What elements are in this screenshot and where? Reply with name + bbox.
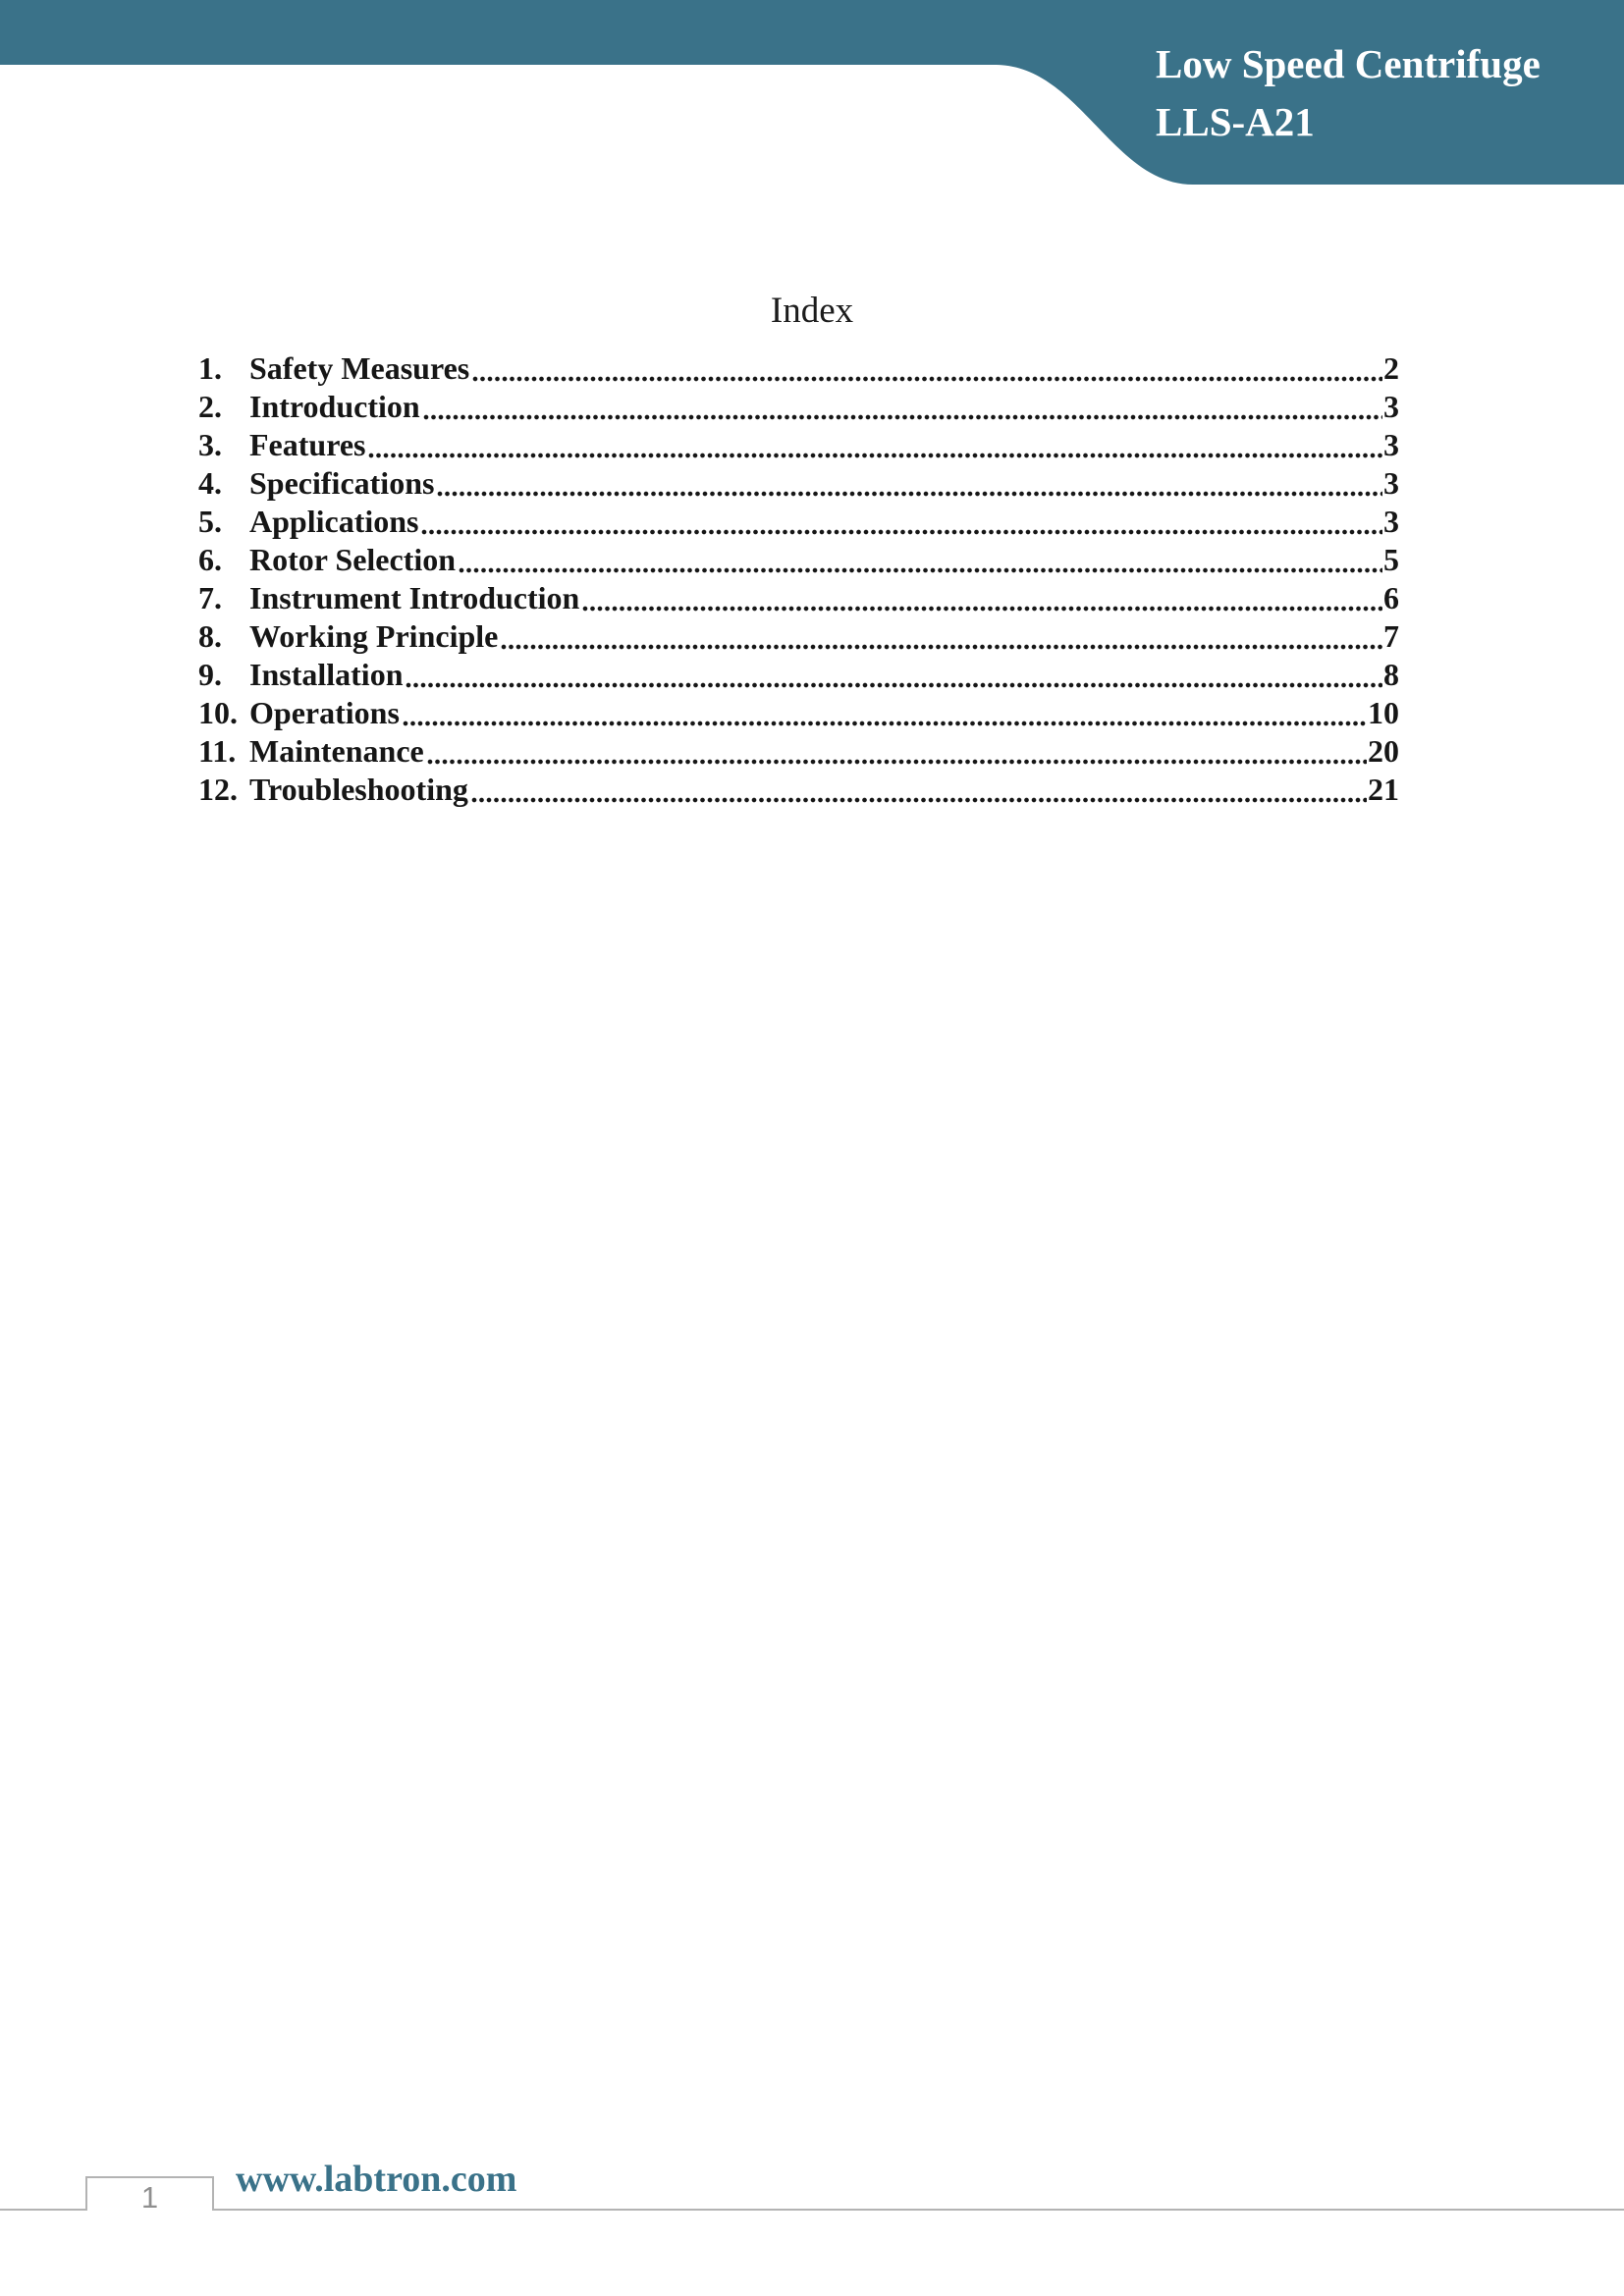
toc-row — [198, 772, 1399, 810]
toc-dotted-leader — [501, 643, 1382, 651]
toc-item-label: Introduction — [249, 389, 420, 424]
toc-row — [198, 695, 1399, 733]
toc-item-number: 7. — [198, 580, 222, 615]
toc-item-label: Safety Measures — [249, 350, 470, 386]
toc-dotted-leader — [406, 681, 1382, 689]
toc-item-label: Applications — [249, 504, 419, 539]
toc-item-number: 5. — [198, 504, 222, 539]
toc-item-label: Troubleshooting — [249, 772, 468, 807]
toc-row — [198, 618, 1399, 657]
toc-item-label: Maintenance — [249, 733, 424, 769]
toc-item-label: Features — [249, 427, 366, 462]
toc-row — [198, 580, 1399, 618]
toc-dotted-leader — [582, 605, 1382, 613]
toc-dotted-leader — [427, 758, 1367, 766]
toc-item-number: 6. — [198, 542, 222, 577]
toc-item-number: 11. — [198, 733, 237, 769]
product-model: LLS-A21 — [1156, 99, 1315, 144]
toc-item-number: 10. — [198, 695, 238, 730]
footer-rule-left — [0, 2209, 85, 2211]
footer-rule-right — [214, 2209, 1624, 2211]
toc-row — [198, 504, 1399, 542]
toc-row — [198, 389, 1399, 427]
toc-item-page-number: 8 — [1383, 657, 1399, 692]
toc-row — [198, 465, 1399, 504]
toc-dotted-leader — [368, 452, 1382, 459]
toc-item-page-number: 10 — [1368, 695, 1399, 730]
toc-item-page-number: 3 — [1383, 465, 1399, 501]
index-list — [198, 350, 1399, 810]
website-link[interactable]: www.labtron.com — [236, 2159, 517, 2200]
toc-item-number: 8. — [198, 618, 222, 654]
product-title: Low Speed Centrifuge — [1156, 41, 1541, 86]
toc-item-number: 2. — [198, 389, 222, 424]
toc-item-number: 12. — [198, 772, 238, 807]
toc-item-page-number: 6 — [1383, 580, 1399, 615]
toc-item-number: 4. — [198, 465, 222, 501]
toc-row — [198, 350, 1399, 389]
toc-row — [198, 657, 1399, 695]
toc-dotted-leader — [472, 375, 1382, 383]
toc-item-page-number: 5 — [1383, 542, 1399, 577]
toc-dotted-leader — [423, 413, 1382, 421]
toc-item-label: Specifications — [249, 465, 435, 501]
toc-item-page-number: 2 — [1383, 350, 1399, 386]
toc-item-number: 3. — [198, 427, 222, 462]
toc-dotted-leader — [459, 566, 1382, 574]
toc-dotted-leader — [403, 720, 1367, 727]
toc-dotted-leader — [471, 796, 1367, 804]
toc-item-page-number: 3 — [1383, 427, 1399, 462]
toc-item-label: Operations — [249, 695, 400, 730]
toc-item-page-number: 21 — [1368, 772, 1399, 807]
toc-item-page-number: 20 — [1368, 733, 1399, 769]
toc-item-page-number: 3 — [1383, 504, 1399, 539]
toc-item-label: Rotor Selection — [249, 542, 457, 577]
toc-item-page-number: 7 — [1383, 618, 1399, 654]
index-heading: Index — [770, 291, 854, 331]
toc-row — [198, 427, 1399, 465]
toc-item-page-number: 3 — [1383, 389, 1399, 424]
toc-dotted-leader — [437, 490, 1382, 498]
footer-page-tab — [85, 2176, 214, 2215]
toc-item-number: 9. — [198, 657, 222, 692]
toc-row — [198, 542, 1399, 580]
toc-dotted-leader — [421, 528, 1382, 536]
toc-item-number: 1. — [198, 350, 222, 386]
header-title-block — [1156, 35, 1541, 151]
toc-row — [198, 733, 1399, 772]
footer-page-number: 1 — [140, 2180, 159, 2215]
toc-item-label: Installation — [249, 657, 404, 692]
toc-item-label: Working Principle — [249, 618, 499, 654]
toc-item-label: Instrument Introduction — [249, 580, 580, 615]
